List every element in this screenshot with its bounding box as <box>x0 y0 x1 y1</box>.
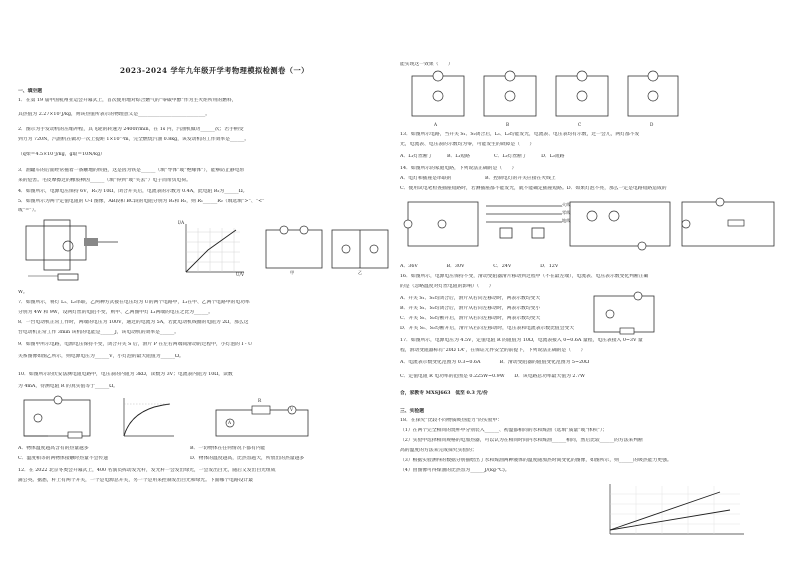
label-hot-wire: 火线 <box>562 202 571 207</box>
q1-line1: 1．在第 19 届中国杭州亚运会开幕式上，首次使用地对综合燃气的“零碳甲醇”作为主火炬所用的燃料， <box>18 98 237 103</box>
q18-part2-line1: （2）实验中选择相同规格的电加热器，可以认为在相同时间内水和煤油______相同，然后比较______的方法来判断 <box>400 438 643 443</box>
fig-q9-circuit <box>18 394 108 444</box>
fig-r-label: R <box>258 398 262 403</box>
q2-line1: 2．图示为手发动机的压缩冲程，其飞轮的转速为 2400r/min，在 1s 内，汽油机做功______次；若手柄受 <box>18 127 244 132</box>
q14-options-ab: A．电灯和插座是串联的 B．控制电灯的开关应接在火线上 <box>400 176 556 181</box>
opt-a: A <box>434 122 438 127</box>
fig-q7-circuits <box>262 222 392 280</box>
q4-line: 4．如图所示，电源电压保持 6V，R₁为 10Ω，闭合开关后，电流表的示数为 0.4A，此电阻 R₂为______Ω。 <box>18 189 248 194</box>
q17-options-cd: C．定值电阻 R 电功率的范围是 0.225W~0.9W D．该电路总功率最大值为 2.7W <box>400 374 585 379</box>
q6-unit: W。 <box>18 290 28 295</box>
q9-line2: 关系图像如图乙所示，则电源电压为______V，小灯泡的最大阻值为______Ω。 <box>18 354 184 359</box>
graph-i-axis: I/A <box>178 220 185 225</box>
q12-line2: 蒲公英。据悉，杆上有两个开关，一个是电源总开关，另一个是用来控制发出白光和绿光。下面哪个电路设计最 <box>18 478 254 483</box>
section-experiment: 三、实验题 <box>400 408 424 414</box>
section-fill-blank: 一、填空题 <box>18 88 42 94</box>
q17-line1: 17．如图所示，电源电压为 4.5V，定值电阻 R 的阻值为 10Ω，电流表接入 0~0.6A 量程，电压表接入 0~3V 量 <box>400 338 643 343</box>
fig-q5-ui-graph <box>178 220 248 280</box>
q10-line2: 为 4mA，待测电阻 R 的真实值等于______Ω。 <box>18 384 118 389</box>
q7-line2: 分别为 4W 和 9W，设两灯丝的电阻不变，则甲、乙两图中灯 L₁两端的电压之比为______。 <box>18 310 214 315</box>
ad-banner: 合，家教专 MXSJ663 低至 0.3 元/份 <box>400 390 488 396</box>
q2-line3: （q柴＝4.5×10⁷J/kg，g取＝10N/kg） <box>18 152 105 157</box>
fig-q10-voltammetry <box>208 398 318 442</box>
fig-ammeter-label: A <box>228 420 232 425</box>
fig-yi-label: 乙 <box>358 270 363 275</box>
q9-line1: 9．如图甲所示电路，电源电压保持不变，闭合开关 S 后，滑片 P 在左右两端间滑动的过程中，小灯泡的 I - U <box>18 342 253 347</box>
label-ground-wire: 地线 <box>562 218 571 223</box>
fig-q18-temp-graph <box>600 480 750 540</box>
q18-part3: （3）根据实验测得的数据分别描绘出了水和煤油两种液体的温度随加热时间变化的图像，如图所示，则______的吸热能力更强。 <box>400 458 672 463</box>
q17-options-ab: A．电流表示数变化范围为 0.3~0.6A B．滑动变阻器的阻值变化范围为 5~20Ω <box>400 360 590 365</box>
fig-q13-q15-circuits <box>402 196 782 260</box>
q16-option-c: C．开关 S₁、S₂均断开后，滑片从右向左移动时，两表示数均变大 <box>400 316 541 321</box>
fig-voltmeter-label: V <box>290 407 294 412</box>
q3-line2: 来的危害。毛皮摩擦过的橡胶棒因______（填“得到”或“失去”）电子而带负电荷。 <box>18 178 191 183</box>
opt-d: D <box>650 122 654 127</box>
q11-option-c: C．温度相等的两物体接触时热量不会传递 <box>18 456 109 461</box>
q16-option-b: B．开关 S₁、S₂均闭合后，滑片从右向左移动时，两表示数均变小 <box>400 306 541 311</box>
q16-option-a: A．开关 S₁、S₂均闭合后，滑片从右向左移动时，两表示数均变大 <box>400 296 541 301</box>
q18-part2-line2: 高的温度的方法来完成探究实验的； <box>400 448 477 453</box>
q17-line2: 程，滑动变阻器标有“20Ω 1A”，在保证元件安全的前提下，下列说法正确的是（ ） <box>400 348 586 353</box>
q14-stem: 14．如图所示的家庭电路，下列说法正确的是（ ） <box>400 166 517 171</box>
q2-line2: 到力为 720N，汽油机在做功一次上提距 1×10⁻³m，完全燃烧汽油 0.8kg，该发动机的工作效率是______。 <box>18 137 250 142</box>
q10-line1: 10．如图所示的伏安法测电阻电路中，电压表的内阻为 3kΩ，读数为 3V；电流表内阻为 10Ω，读数 <box>18 372 233 377</box>
q13-options: A．L₁灯丝断了 B．L₁短路 C．L₂灯丝断了 D．L₂短路 <box>400 154 565 159</box>
opt-c: C <box>578 122 582 127</box>
q5-line2: 或“=”）。 <box>18 208 39 213</box>
q16-line2: 的是（忽略温度对灯丝电阻的影响）（ ） <box>400 284 494 289</box>
q13-line2: 光，电流表、电压表的示数均为零，可能发生的故障是（ ） <box>400 142 535 147</box>
q11-option-a: A．物体温度越高含有的热量越多 <box>18 446 89 451</box>
q3-line1: 3．油罐车的后面经常拖着一条触地的铁链，这是因为铁是______（填“导体”或“绝缘体”），能够防止静电带 <box>18 168 245 173</box>
exam-title: 2023-2024 学年九年级开学考物理模拟检测卷（一） <box>120 66 309 75</box>
label-zero-wire: 零线 <box>562 210 571 215</box>
q5-line1: 5．如图所示为两个定值电阻的 U-I 图像，AB段和 BC段的电阻分别为 R₁和 R₂，则 R₁______R₂（填选填“>”、“<” <box>18 199 265 204</box>
q15-options: A．36V B．30V C．24V D．12V <box>400 264 559 269</box>
fig-q12-options <box>402 70 682 132</box>
q7-line1: 7．如图所示，将灯 L₁、L₂串联，乙两种方式接在电压均为 U的两个电路中，L₁在甲、乙两个电路中的电功率 <box>18 300 250 305</box>
q1-line2: 其热值为 2.27×10⁷J/kg，则该热值所表示的物理意义是____________________________。 <box>18 112 211 117</box>
q12-cont: 能实现这一效果（ ） <box>400 62 453 67</box>
opt-b: B <box>506 122 510 127</box>
q13-line1: 13．如图所示电路，当开关 S₁、S₂闭合后，L₁、L₂均能发光，电流表、电压表均有示数，过一会儿，两灯都不发 <box>400 132 640 137</box>
q8-line2: 台电动机正常工作 3min 该机的电能是______J，该电动机的效率是______。 <box>18 330 180 335</box>
graph-u-axis: U/V <box>236 272 244 277</box>
q16-line1: 16．如图所示，电源电压保持不变，滑动变阻器滑片移动到过程中（不在最左端），电流表、电压表示数变化判断正确 <box>400 274 649 279</box>
q11-option-b: B．一切物体在任何情况下都有内能 <box>190 446 266 451</box>
q8-line1: 8．一台电动机正常工作时，两端的电压为 100V，通过的电流为 5A，若此电动机线圈的电阻为 2Ω，那么这 <box>18 320 249 325</box>
fig-q9-iu-graph <box>118 394 178 442</box>
fig-q2-engine <box>18 216 128 288</box>
q18-stem: 18．在探究“比较不同物质吸热能力”的实验中： <box>400 418 503 423</box>
q11-option-d: D．物体的温度越高，比热容越大，所放出的热量越多 <box>190 456 305 461</box>
q16-option-d: D．开关 S₁、S₂均断开后，滑片从右向左移动时，电压表和电流表示数比值会变大 <box>400 326 575 331</box>
q12-line1: 12．在 2022 北京冬奥会开幕式上，400 名演员挥动发光杆，发光杆一会发出绿光，一会发出白光，随后又发出白光组成 <box>18 468 276 473</box>
q18-part4: （4）由图像可得煤油的比热容为______J/(kg·℃)。 <box>400 468 510 473</box>
fig-jia-label: 甲 <box>290 270 295 275</box>
q14-options-cd: C．使用试电笔检查插座短路时，若测插座都不能发光，就不能确定插座短路。D．如果灯泡不亮，那么一定是电路短路造成的 <box>400 186 667 191</box>
q18-part1: （1）在两个完全相同的烧杯中分别装入______、初温都相同的水和煤油（选填“质量”或“体积”）； <box>400 428 608 433</box>
